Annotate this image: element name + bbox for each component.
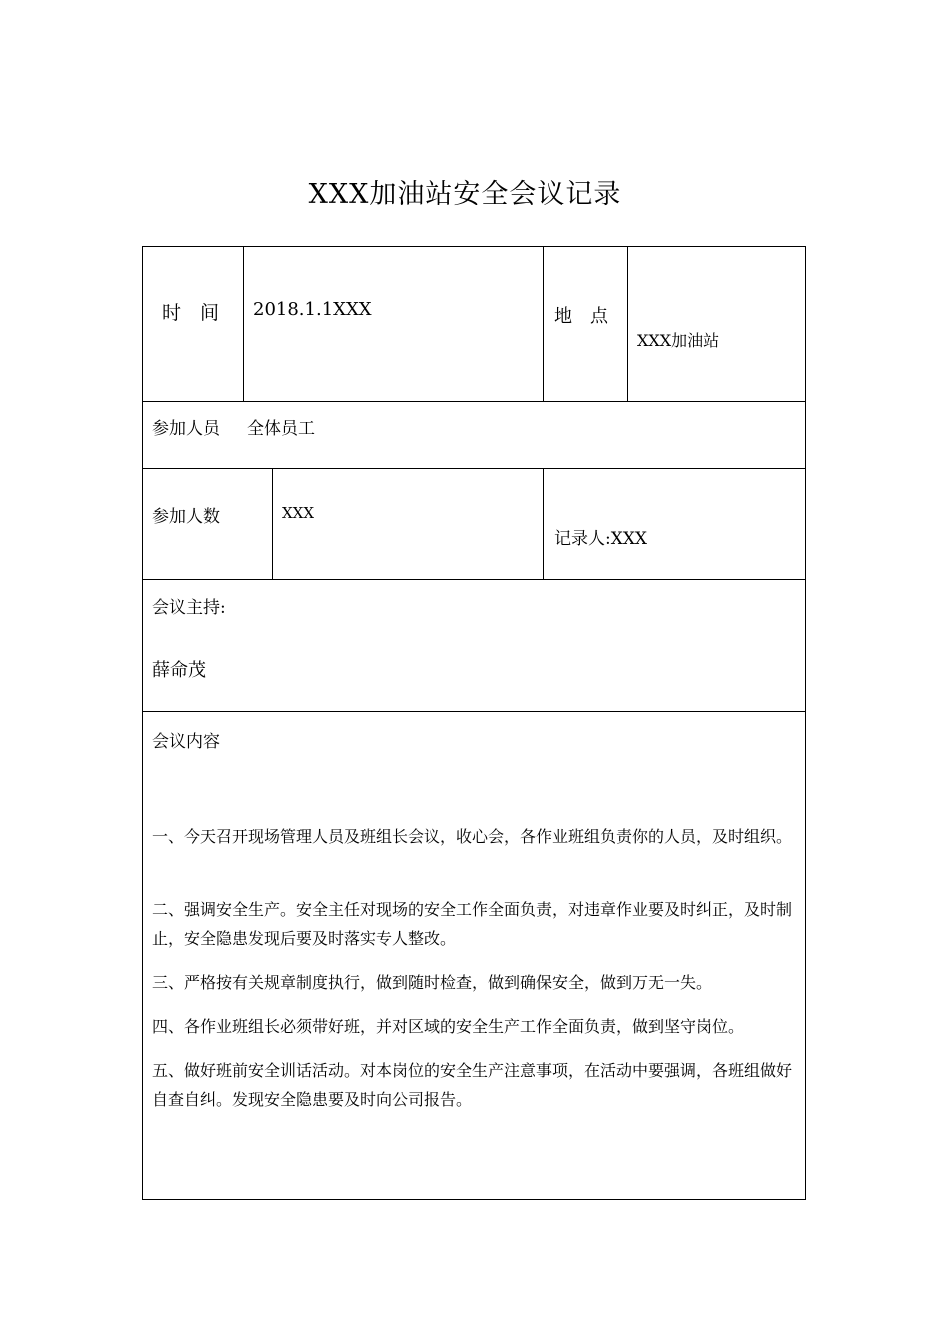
row-divider xyxy=(142,468,806,469)
row-divider xyxy=(142,401,806,402)
content-item-5: 五、做好班前安全训话活动。对本岗位的安全生产注意事项，在活动中要强调，各班组做好自查自纠。发现安全隐患要及时向公司报告。 xyxy=(152,1061,793,1109)
content-item-3: 三、严格按有关规章制度执行，做到随时检查，做到确保安全，做到万无一失。 xyxy=(152,973,713,992)
attendees-label: 参加人员 xyxy=(152,419,220,439)
attendees-value: 全体员工 xyxy=(247,419,315,439)
row-divider xyxy=(142,579,806,580)
host-label: 会议主持: xyxy=(152,598,226,618)
content-item-4: 四、各作业班组长必须带好班，并对区域的安全生产工作全面负责，做到坚守岗位。 xyxy=(152,1017,745,1036)
time-value: 2018.1.1XXX xyxy=(253,299,372,320)
place-value: XXX加油站 xyxy=(637,331,720,350)
count-label: 参加人数 xyxy=(152,507,220,527)
place-label: 地 点 xyxy=(554,306,608,327)
col-divider xyxy=(272,468,273,580)
row-divider xyxy=(142,711,806,712)
col-divider xyxy=(543,468,544,580)
recorder: 记录人:XXX xyxy=(554,529,648,549)
count-value: XXX xyxy=(282,504,315,522)
col-divider xyxy=(243,246,244,402)
time-label: 时 间 xyxy=(162,302,220,324)
document-title: XXX加油站安全会议记录 xyxy=(308,179,622,210)
content-item-2: 二、强调安全生产。安全主任对现场的安全工作全面负责，对违章作业要及时纠正，及时制止，安全隐患发现后要及时落实专人整改。 xyxy=(152,900,793,948)
host-value: 薛命茂 xyxy=(152,660,206,681)
content-label: 会议内容 xyxy=(152,732,220,752)
col-divider xyxy=(627,246,628,402)
content-item-1: 一、今天召开现场管理人员及班组长会议，收心会，各作业班组负责你的人员，及时组织。 xyxy=(152,827,793,846)
col-divider xyxy=(543,246,544,402)
